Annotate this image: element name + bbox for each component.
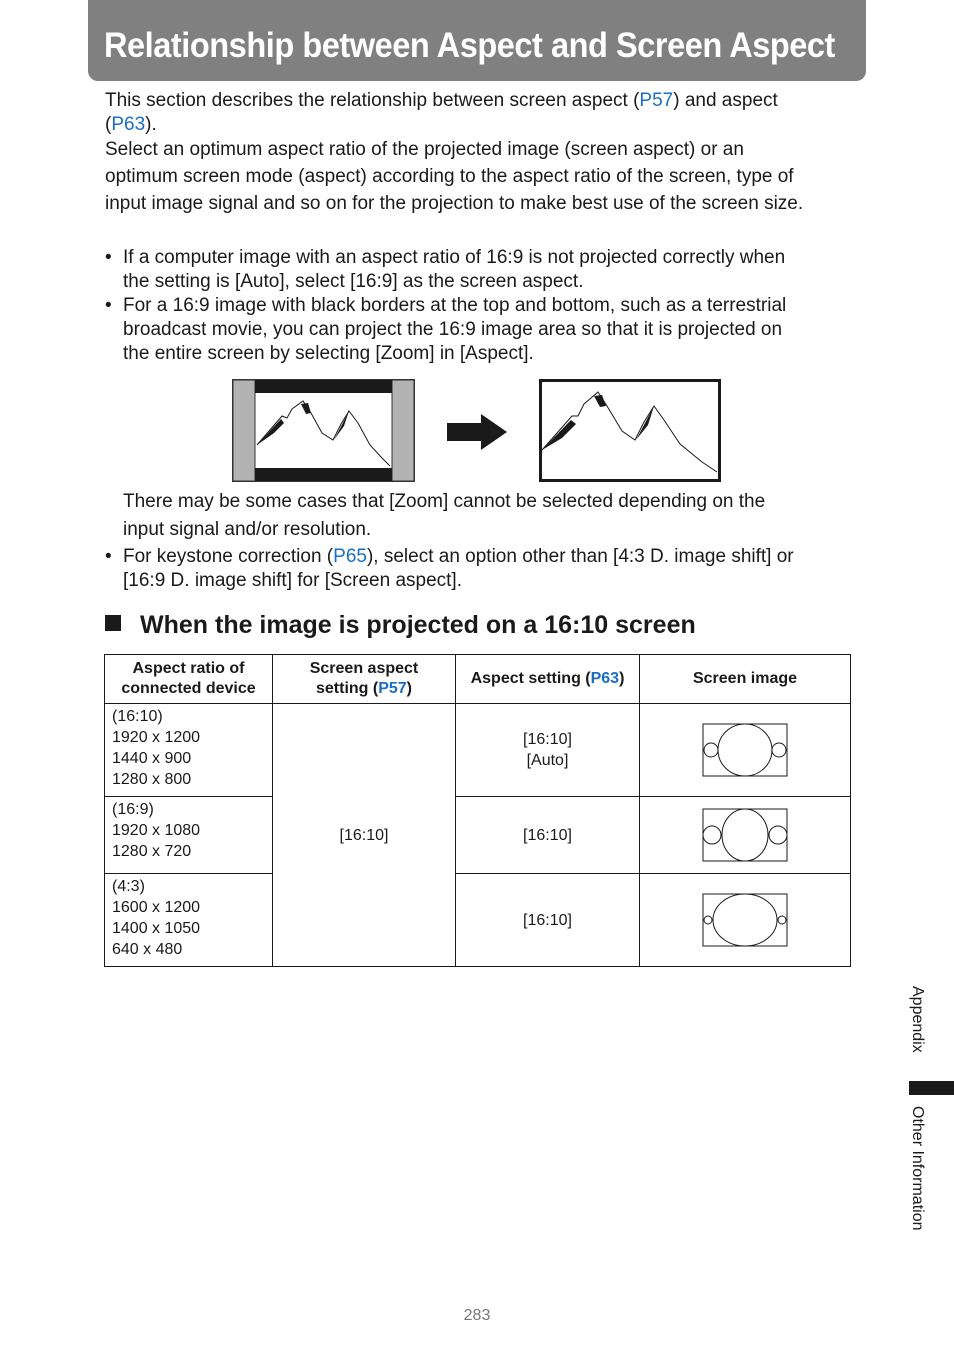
intro-paragraph-2 <box>105 136 803 217</box>
title-bar <box>88 0 866 81</box>
screen-image-cell <box>640 704 851 797</box>
aspect-setting-cell <box>456 797 640 874</box>
cell-text: [Auto] <box>526 752 569 769</box>
cell-text: 1440 x 900 <box>112 750 192 767</box>
header-screen-aspect <box>273 655 456 704</box>
link-p63[interactable]: P63 <box>111 114 146 135</box>
device-cell <box>105 874 273 967</box>
cell-text: 1600 x 1200 <box>112 899 201 916</box>
screen-image-cell <box>640 874 851 967</box>
cell-text: (16:9) <box>112 801 154 818</box>
bullet-text: [16:9 D. image shift] for [Screen aspect]. <box>123 570 462 591</box>
link-p65[interactable]: P65 <box>333 546 367 567</box>
bullet-text: ), select an option other than [4:3 D. image shift] or <box>366 546 794 567</box>
table-row <box>105 874 851 967</box>
cell-text: [16:10] <box>523 731 572 748</box>
header-device-aspect <box>105 655 273 704</box>
intro-line: optimum screen mode (aspect) according to the aspect ratio of the screen, type of <box>105 166 794 187</box>
header-text: ) <box>619 670 625 687</box>
header-text: Screen aspect <box>309 660 419 677</box>
page-number: 283 <box>463 1307 491 1324</box>
header-text: ) <box>406 680 412 697</box>
header-screen-image: Screen image <box>640 655 851 704</box>
intro-line: input image signal and so on for the projection to make best use of the screen size. <box>105 193 804 214</box>
cell-text: 1920 x 1080 <box>112 822 201 839</box>
side-tab-section[interactable]: Appendix <box>909 986 926 1053</box>
aspect-table <box>104 654 851 967</box>
screen-image-4-3 <box>702 893 788 947</box>
aspect-setting-cell <box>456 874 640 967</box>
intro-paragraph-1 <box>105 89 778 137</box>
square-bullet-icon <box>105 615 121 631</box>
cell-text: [16:10] <box>523 826 572 844</box>
cell-text: 1400 x 1050 <box>112 920 201 937</box>
bullet-text: the setting is [Auto], select [16:9] as the screen aspect. <box>123 271 584 292</box>
cell-text: 640 x 480 <box>112 941 183 958</box>
side-tab <box>908 986 932 1256</box>
device-cell <box>105 704 273 797</box>
cell-text: [16:10] <box>523 911 572 929</box>
letterbox-image <box>233 380 415 482</box>
zoom-illustration <box>232 378 722 484</box>
arrow-right-icon <box>447 414 507 450</box>
cell-text: (16:10) <box>112 708 163 725</box>
bullet-dot: • <box>105 546 112 567</box>
cell-text: 1280 x 720 <box>112 843 192 860</box>
page-title: Relationship between Aspect and Screen Aspect <box>104 26 835 65</box>
bullet-dot: • <box>105 295 112 316</box>
header-aspect-setting <box>456 655 640 704</box>
screen-image-cell <box>640 797 851 874</box>
table-row <box>105 704 851 797</box>
intro-line: Select an optimum aspect ratio of the projected image (screen aspect) or an <box>105 139 744 160</box>
device-cell <box>105 797 273 874</box>
bullet-text: If a computer image with an aspect ratio of 16:9 is not projected correctly when <box>123 247 786 268</box>
bullet-text: broadcast movie, you can project the 16:9 image area so that it is projected on <box>123 319 783 340</box>
bullet-text: the entire screen by selecting [Zoom] in [Aspect]. <box>123 343 534 364</box>
table-row <box>105 797 851 874</box>
link-p57[interactable]: P57 <box>639 90 674 111</box>
link-p57[interactable]: P57 <box>378 680 407 697</box>
section-heading-text: When the image is projected on a 16:10 screen <box>140 611 696 639</box>
header-text: Aspect setting ( <box>470 670 591 687</box>
cell-text: 1920 x 1200 <box>112 729 201 746</box>
intro-text: ) and aspect <box>673 90 778 111</box>
screen-aspect-cell: [16:10] <box>273 704 456 967</box>
header-text: setting ( <box>315 680 379 697</box>
table-header-row <box>105 655 851 704</box>
link-p63[interactable]: P63 <box>590 670 620 687</box>
bullet-text: For keystone correction ( <box>123 546 334 567</box>
intro-text: ). <box>145 114 157 135</box>
intro-text: ( <box>105 114 112 135</box>
cell-text: (4:3) <box>112 878 145 895</box>
bullet-dot: • <box>105 247 112 268</box>
intro-text: This section describes the relationship between screen aspect ( <box>105 90 640 111</box>
aspect-setting-cell <box>456 704 640 797</box>
side-tab-marker <box>909 1081 954 1095</box>
note-text: input signal and/or resolution. <box>123 519 372 540</box>
section-heading <box>105 611 696 640</box>
screen-image-16-9 <box>702 808 788 862</box>
screen-image-16-10 <box>702 723 788 777</box>
bullet-text: For a 16:9 image with black borders at the top and bottom, such as a terrestrial <box>123 295 787 316</box>
side-tab-subsection[interactable]: Other Information <box>909 1106 926 1231</box>
header-text: Aspect ratio of <box>132 660 245 677</box>
note-text: There may be some cases that [Zoom] cannot be selected depending on the <box>123 491 766 512</box>
zoomed-image <box>541 381 720 481</box>
header-text: connected device <box>121 680 256 697</box>
cell-text: 1280 x 800 <box>112 771 192 788</box>
